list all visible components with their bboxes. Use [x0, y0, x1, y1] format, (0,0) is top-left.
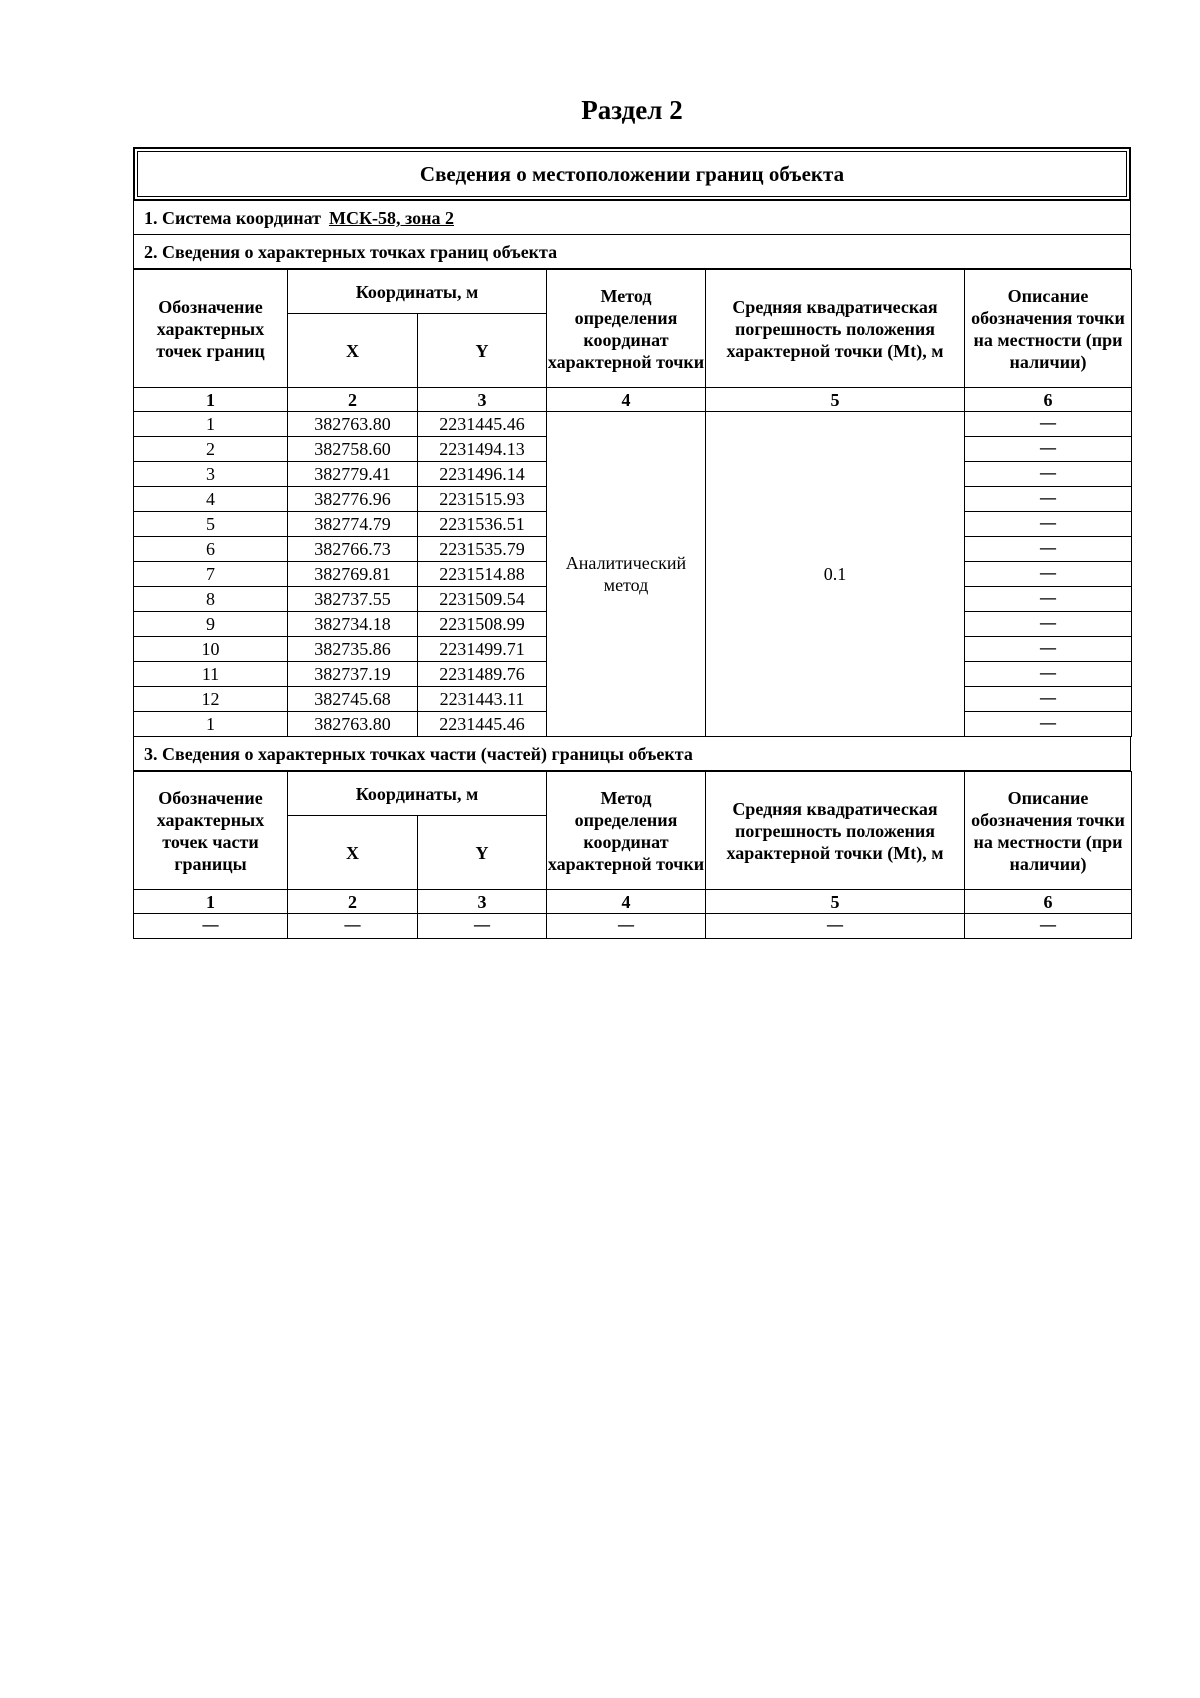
col-description: Описание обозначения точки на местности (при наличии)	[965, 772, 1132, 890]
col-number: 4	[547, 388, 706, 412]
point-y: 2231489.76	[418, 662, 547, 687]
point-y: 2231494.13	[418, 437, 547, 462]
point-number: 1	[134, 412, 288, 437]
column-number-row	[134, 388, 1132, 412]
part-cell-e: —	[706, 914, 965, 939]
points-section-heading: 2. Сведения о характерных точках границ объекта	[133, 235, 1131, 269]
point-x: 382776.96	[288, 487, 418, 512]
point-y: 2231496.14	[418, 462, 547, 487]
point-description: —	[965, 612, 1132, 637]
point-y: 2231515.93	[418, 487, 547, 512]
point-x: 382737.55	[288, 587, 418, 612]
col-coords: Координаты, м	[288, 772, 547, 816]
point-y: 2231514.88	[418, 562, 547, 587]
point-x: 382763.80	[288, 712, 418, 737]
point-number: 6	[134, 537, 288, 562]
main-heading-frame	[133, 147, 1131, 201]
col-number: 3	[418, 890, 547, 914]
point-x: 382774.79	[288, 512, 418, 537]
point-number: 1	[134, 712, 288, 737]
point-y: 2231445.46	[418, 412, 547, 437]
col-method: Метод определения координат характерной точки	[547, 270, 706, 388]
part-cell-d: —	[965, 914, 1132, 939]
document-body	[133, 147, 1131, 939]
point-x: 382737.19	[288, 662, 418, 687]
part-cell-x: —	[288, 914, 418, 939]
point-number: 3	[134, 462, 288, 487]
part-cell-n: —	[134, 914, 288, 939]
col-number: 3	[418, 388, 547, 412]
section-title: Раздел 2	[581, 95, 683, 125]
point-number: 4	[134, 487, 288, 512]
point-number: 2	[134, 437, 288, 462]
point-number: 7	[134, 562, 288, 587]
point-description: —	[965, 562, 1132, 587]
col-y: Y	[418, 314, 547, 388]
point-number: 9	[134, 612, 288, 637]
point-description: —	[965, 512, 1132, 537]
table-row	[134, 914, 1132, 939]
part-cell-m: —	[547, 914, 706, 939]
point-x: 382779.41	[288, 462, 418, 487]
point-description: —	[965, 462, 1132, 487]
col-number: 6	[965, 890, 1132, 914]
point-number: 11	[134, 662, 288, 687]
point-x: 382763.80	[288, 412, 418, 437]
point-description: —	[965, 437, 1132, 462]
parts-section-heading: 3. Сведения о характерных точках части (частей) границы объекта	[133, 737, 1131, 771]
point-x: 382758.60	[288, 437, 418, 462]
point-y: 2231499.71	[418, 637, 547, 662]
point-description: —	[965, 587, 1132, 612]
point-x: 382769.81	[288, 562, 418, 587]
col-number: 1	[134, 890, 288, 914]
col-x: X	[288, 816, 418, 890]
point-x: 382734.18	[288, 612, 418, 637]
point-description: —	[965, 687, 1132, 712]
col-number: 2	[288, 890, 418, 914]
col-coords: Координаты, м	[288, 270, 547, 314]
point-y: 2231445.46	[418, 712, 547, 737]
point-description: —	[965, 412, 1132, 437]
point-number: 12	[134, 687, 288, 712]
parts-table	[133, 771, 1132, 939]
col-designation: Обозначение характерных точек части границы	[134, 772, 288, 890]
coord-system-row	[133, 201, 1131, 235]
col-y: Y	[418, 816, 547, 890]
col-method: Метод определения координат характерной точки	[547, 772, 706, 890]
point-method: Аналитический метод	[547, 412, 706, 737]
col-designation: Обозначение характерных точек границ	[134, 270, 288, 388]
points-table	[133, 269, 1132, 737]
point-description: —	[965, 487, 1132, 512]
col-x: X	[288, 314, 418, 388]
coord-system-value: МСК-58, зона 2	[328, 208, 455, 228]
column-number-row	[134, 890, 1132, 914]
col-error: Средняя квадратическая погрешность положения характерной точки (Mt), м	[706, 772, 965, 890]
point-x: 382766.73	[288, 537, 418, 562]
point-y: 2231508.99	[418, 612, 547, 637]
col-error: Средняя квадратическая погрешность положения характерной точки (Mt), м	[706, 270, 965, 388]
point-description: —	[965, 537, 1132, 562]
col-number: 2	[288, 388, 418, 412]
col-number: 5	[706, 388, 965, 412]
col-number: 6	[965, 388, 1132, 412]
col-description: Описание обозначения точки на местности (при наличии)	[965, 270, 1132, 388]
part-cell-y: —	[418, 914, 547, 939]
point-y: 2231443.11	[418, 687, 547, 712]
table-row	[134, 412, 1132, 437]
coord-system-label: 1. Система координат	[144, 208, 321, 228]
main-heading: Сведения о местоположении границ объекта	[137, 151, 1127, 197]
point-y: 2231509.54	[418, 587, 547, 612]
col-number: 4	[547, 890, 706, 914]
point-description: —	[965, 712, 1132, 737]
col-number: 1	[134, 388, 288, 412]
point-x: 382735.86	[288, 637, 418, 662]
point-description: —	[965, 662, 1132, 687]
point-description: —	[965, 637, 1132, 662]
col-number: 5	[706, 890, 965, 914]
point-number: 10	[134, 637, 288, 662]
point-y: 2231535.79	[418, 537, 547, 562]
point-number: 8	[134, 587, 288, 612]
point-x: 382745.68	[288, 687, 418, 712]
point-y: 2231536.51	[418, 512, 547, 537]
point-number: 5	[134, 512, 288, 537]
point-error: 0.1	[706, 412, 965, 737]
